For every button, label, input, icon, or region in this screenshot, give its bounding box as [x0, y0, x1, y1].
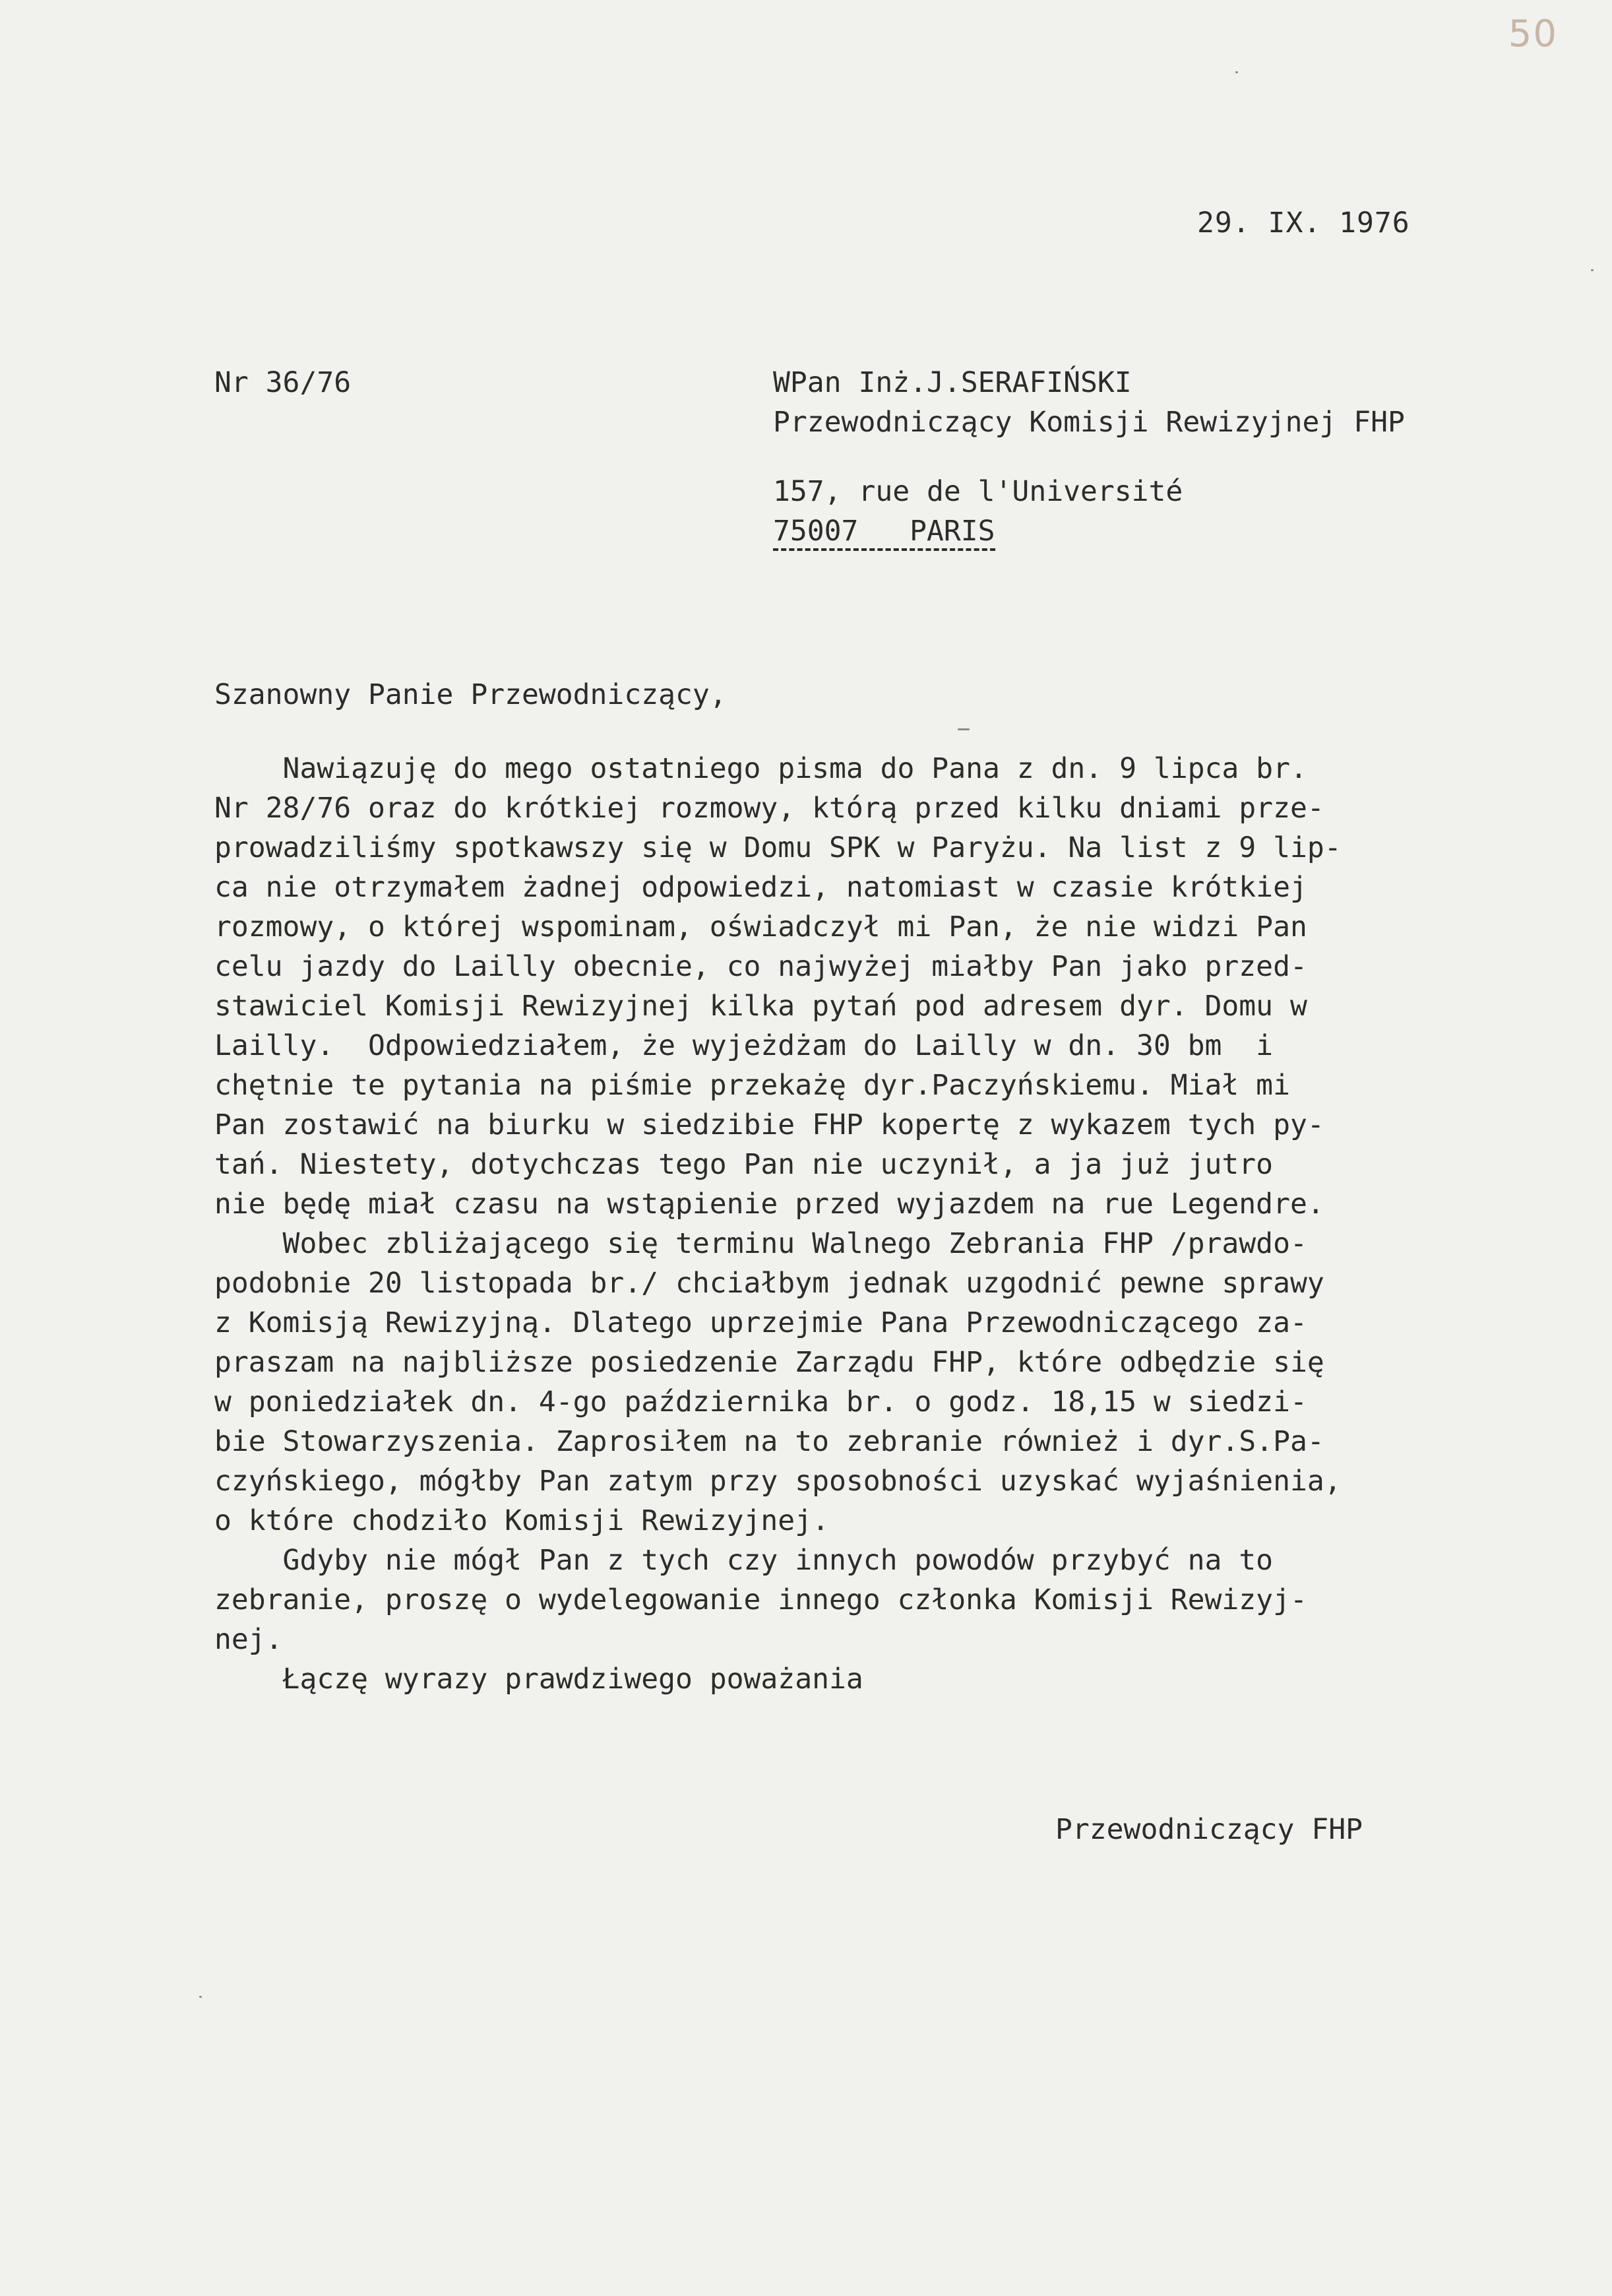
body-line: bie Stowarzyszenia. Zaprosiłem na to zebranie również i dyr.S.Pa-: [214, 1425, 1324, 1458]
body-line: tań. Niestety, dotychczas tego Pan nie uczynił, a ja już jutro: [214, 1148, 1274, 1181]
body-line: ca nie otrzymałem żadnej odpowiedzi, natomiast w czasie krótkiej: [214, 871, 1307, 904]
body-line: praszam na najbliższe posiedzenie Zarządu FHP, które odbędzie się: [214, 1346, 1324, 1379]
body-line: nie będę miał czasu na wstąpienie przed wyjazdem na rue Legendre.: [214, 1188, 1324, 1221]
addressee-name: WPan Inż.J.SERAFIŃSKI: [773, 366, 1132, 399]
body-line: celu jazdy do Lailly obecnie, co najwyżej miałby Pan jako przed-: [214, 950, 1307, 983]
body-line: prowadziliśmy spotkawszy się w Domu SPK w Paryżu. Na list z 9 lip-: [214, 831, 1342, 864]
paper-speck: [199, 1996, 202, 1998]
body-line: Wobec zbliżającego się terminu Walnego Zebrania FHP /prawdo-: [214, 1227, 1307, 1260]
paper-speck: [1235, 71, 1238, 73]
body-line: zebranie, proszę o wydelegowanie innego członka Komisji Rewizyj-: [214, 1583, 1307, 1616]
addressee-block: [773, 363, 1405, 551]
body-line: o które chodziło Komisji Rewizyjnej.: [214, 1504, 829, 1537]
addressee-street: 157, rue de l'Université: [773, 475, 1183, 508]
body-line: Lailly. Odpowiedziałem, że wyjeżdżam do Lailly w dn. 30 bm i: [214, 1029, 1274, 1062]
paper-speck: [1591, 269, 1594, 271]
addressee-title: Przewodniczący Komisji Rewizyjnej FHP: [773, 406, 1405, 439]
body-line: Nawiązuję do mego ostatniego pisma do Pana z dn. 9 lipca br.: [214, 752, 1307, 785]
body-line: Łączę wyrazy prawdziwego poważania: [214, 1663, 863, 1696]
salutation: Szanowny Panie Przewodniczący,: [214, 678, 727, 711]
body-line: z Komisją Rewizyjną. Dlatego uprzejmie Pana Przewodniczącego za-: [214, 1306, 1307, 1339]
body-line: nej.: [214, 1623, 283, 1656]
addressee-postal-city: 75007 PARIS: [773, 514, 995, 551]
body-line: Pan zostawić na biurku w siedzibie FHP kopertę z wykazem tych py-: [214, 1108, 1324, 1141]
body-line: podobnie 20 listopada br./ chciałbym jednak uzgodnić pewne sprawy: [214, 1267, 1324, 1300]
paper-speck: [958, 728, 970, 730]
body-line: Nr 28/76 oraz do krótkiej rozmowy, którą przed kilku dniami prze-: [214, 792, 1324, 825]
body-line: stawiciel Komisji Rewizyjnej kilka pytań pod adresem dyr. Domu w: [214, 990, 1307, 1023]
reference-number: Nr 36/76: [214, 366, 352, 399]
signature-title: Przewodniczący FHP: [1055, 1813, 1363, 1846]
body-line: rozmowy, o której wspominam, oświadczył mi Pan, że nie widzi Pan: [214, 910, 1307, 943]
letter-date: 29. IX. 1976: [1197, 207, 1410, 239]
letter-body: [214, 749, 1530, 1699]
body-line: Gdyby nie mógł Pan z tych czy innych powodów przybyć na to: [214, 1544, 1274, 1577]
body-line: chętnie te pytania na piśmie przekażę dyr.Paczyńskiemu. Miał mi: [214, 1069, 1290, 1102]
archive-page-number: 50: [1508, 13, 1558, 55]
body-line: w poniedziałek dn. 4-go października br. o godz. 18,15 w siedzi-: [214, 1386, 1307, 1419]
body-line: czyńskiego, mógłby Pan zatym przy sposobności uzyskać wyjaśnienia,: [214, 1465, 1342, 1498]
